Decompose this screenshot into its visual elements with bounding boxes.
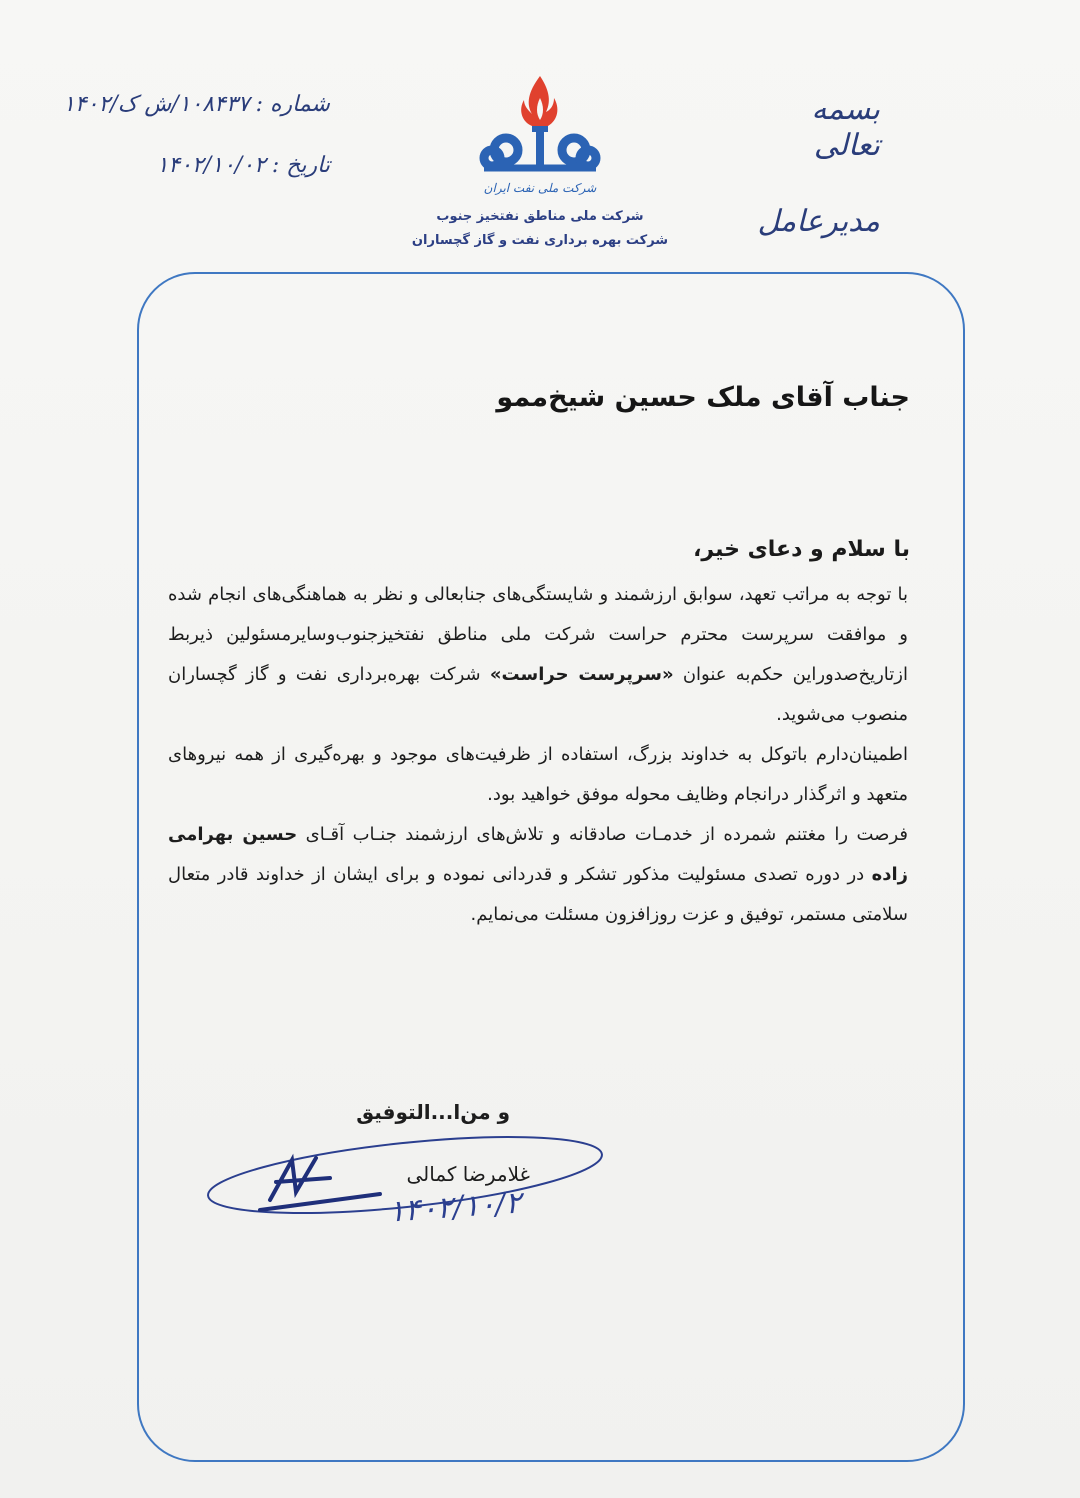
- logo-caption: شرکت ملی نفت ایران: [483, 181, 597, 195]
- signature-date: ۱۴۰۲/۱۰/۲: [387, 1185, 523, 1230]
- paragraph-3-text-b: در دوره تصدی مسئولیت مذکور تشکر و قدردانی نموده و برای ایشان از خداوند قادر متعال سلامتی مستمر، توفیق و عزت روزافزون مسئلت می‌نمایم.: [168, 864, 908, 925]
- letter-number: [63, 88, 330, 121]
- letter-date: [80, 149, 330, 182]
- closing-phrase: و من‌ا...التوفیق: [356, 1100, 510, 1124]
- signer-name: غلامرضا کمالی: [406, 1162, 530, 1186]
- date-label: تاریخ :: [271, 153, 330, 178]
- date-value: ۱۴۰۲/۱۰/۰۲: [156, 153, 266, 178]
- bismillah: بسمه تعالی: [811, 92, 880, 163]
- paragraph-1-text-b: شرکت بهره‌برداری نفت و گاز گچساران منصوب می‌شوید.: [168, 664, 908, 725]
- position-title: «سرپرست حراست»: [489, 664, 674, 685]
- paragraph-confidence: اطمینان‌دارم باتوکل به خداوند بزرگ، استفاده از ظرفیت‌های موجود و بهره‌گیری از همه نیروهای متعهد و اثرگذار درانجام وظایف محوله موفق خواهید بود.: [168, 744, 908, 805]
- paragraph-appointment: [168, 575, 908, 735]
- paragraph-3-text-a: فرصت را مغتنم شمرده از خدمـات صادقانه و تلاش‌های ارزشمند جنـاب آقـای: [297, 824, 908, 845]
- ceo-label: مدیرعامل: [757, 204, 880, 239]
- paragraph-1-text-a: با توجه به مراتب تعهد، سوابق ارزشمند و شایستگی‌های جنابعالی و نظر به هماهنگی‌های انجام شده و موافقت سرپرست محترم حراست شرکت ملی مناطق نفتخیزجنوب‌وسایرمسئولین ذیربط ازتاریخ‌صدوراین حکم‌به عنوان: [168, 584, 908, 685]
- number-value: ۱۰۸۴۳۷/ش ک/۱۴۰۲: [63, 92, 250, 117]
- number-label: شماره :: [255, 92, 330, 117]
- predecessor-name: حسین بهرامی زاده: [168, 824, 908, 885]
- nioc-logo-icon: [470, 70, 610, 200]
- letter-heading-right: [757, 92, 880, 240]
- company-name: [410, 205, 670, 253]
- letter-meta: [63, 88, 330, 210]
- addressee: جناب آقای ملک حسین شیخ‌ممو: [496, 382, 910, 413]
- company-line-1: شرکت ملی مناطق نفتخیز جنوب: [436, 209, 644, 224]
- company-line-2: شرکت بهره برداری نفت و گاز گچساران: [411, 233, 669, 248]
- letter-body: [168, 575, 908, 935]
- paragraph-thanks: [168, 815, 908, 935]
- greeting: با سلام و دعای خیر،: [693, 537, 910, 562]
